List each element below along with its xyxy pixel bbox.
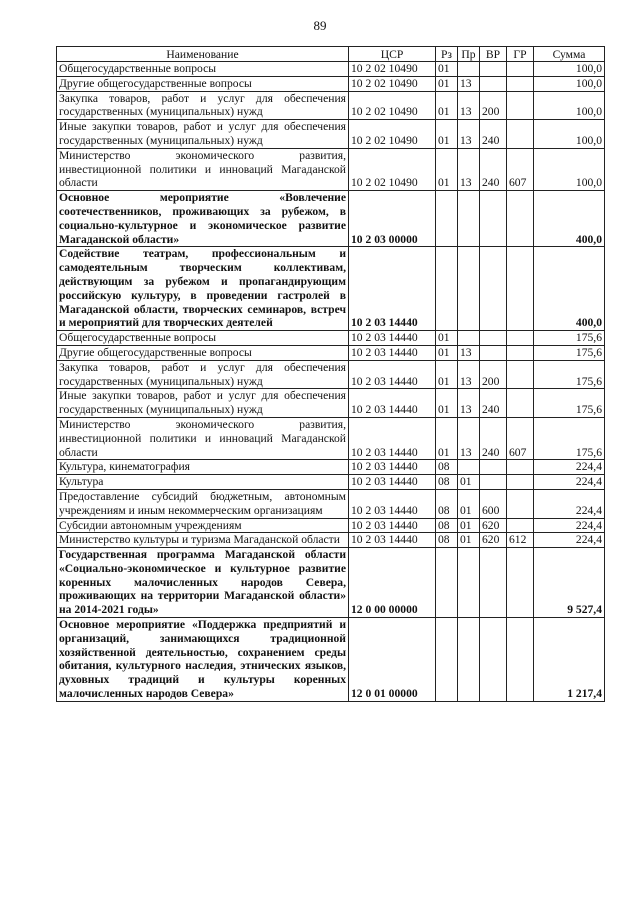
table-row — [57, 417, 605, 459]
cell-gr — [507, 618, 534, 702]
cell-vr: 620 — [480, 533, 507, 548]
table-row — [57, 475, 605, 490]
cell-sum: 224,4 — [534, 489, 605, 518]
cell-name: Субсидии автономным учреждениям — [57, 518, 349, 533]
cell-csr: 10 2 03 00000 — [349, 191, 436, 247]
cell-rz: 01 — [436, 76, 458, 91]
table-row — [57, 389, 605, 418]
cell-pr: 13 — [458, 360, 480, 389]
cell-name: Иные закупки товаров, работ и услуг для обеспечения государственных (муниципальных) нужд — [57, 389, 349, 418]
cell-csr: 12 0 01 00000 — [349, 618, 436, 702]
cell-rz: 08 — [436, 475, 458, 490]
cell-sum: 175,6 — [534, 360, 605, 389]
cell-gr: 607 — [507, 417, 534, 459]
table-row — [57, 62, 605, 77]
cell-pr: 01 — [458, 518, 480, 533]
column-header-vr: ВР — [480, 47, 507, 62]
cell-name: Основное мероприятие «Вовлечение соотечественников, проживающих за рубежом, в социально-культурное и экономическое развитие Магаданской области» — [57, 191, 349, 247]
cell-gr — [507, 489, 534, 518]
cell-vr: 240 — [480, 148, 507, 190]
column-header-name: Наименование — [57, 47, 349, 62]
cell-sum: 100,0 — [534, 91, 605, 120]
cell-sum: 400,0 — [534, 247, 605, 331]
cell-sum: 224,4 — [534, 475, 605, 490]
cell-gr — [507, 120, 534, 149]
cell-gr — [507, 389, 534, 418]
cell-rz: 01 — [436, 389, 458, 418]
cell-vr: 240 — [480, 417, 507, 459]
cell-rz — [436, 191, 458, 247]
cell-pr: 01 — [458, 489, 480, 518]
cell-name: Основное мероприятие «Поддержка предприятий и организаций, занимающихся традиционной хозяйственной деятельностью, сохранением среды обитания, культурного наследия, этнических языков, духовных традиций и культуры коренных малочисленных народов Севера» — [57, 618, 349, 702]
table-row — [57, 331, 605, 346]
table-row — [57, 533, 605, 548]
cell-name: Закупка товаров, работ и услуг для обеспечения государственных (муниципальных) нужд — [57, 91, 349, 120]
cell-vr — [480, 247, 507, 331]
cell-csr: 10 2 03 14440 — [349, 533, 436, 548]
column-header-csr: ЦСР — [349, 47, 436, 62]
table-row — [57, 148, 605, 190]
table-row — [57, 489, 605, 518]
table-row — [57, 76, 605, 91]
cell-csr: 10 2 03 14440 — [349, 417, 436, 459]
cell-rz: 08 — [436, 489, 458, 518]
cell-name: Государственная программа Магаданской области «Социально-экономическое и культурное развитие коренных малочисленных народов Севера, проживающих на территории Магаданской области» на 2014-2021 годы» — [57, 548, 349, 618]
cell-vr: 620 — [480, 518, 507, 533]
cell-name: Общегосударственные вопросы — [57, 331, 349, 346]
cell-csr: 12 0 00 00000 — [349, 548, 436, 618]
table-header-row — [57, 47, 605, 62]
cell-gr — [507, 191, 534, 247]
cell-rz: 01 — [436, 417, 458, 459]
cell-vr — [480, 76, 507, 91]
cell-name: Министерство экономического развития, инвестиционной политики и инноваций Магаданской области — [57, 417, 349, 459]
cell-csr: 10 2 02 10490 — [349, 148, 436, 190]
cell-rz: 01 — [436, 120, 458, 149]
cell-vr: 600 — [480, 489, 507, 518]
cell-rz: 01 — [436, 148, 458, 190]
cell-pr — [458, 62, 480, 77]
cell-name: Закупка товаров, работ и услуг для обеспечения государственных (муниципальных) нужд — [57, 360, 349, 389]
cell-name: Культура — [57, 475, 349, 490]
cell-sum: 9 527,4 — [534, 548, 605, 618]
cell-sum: 175,6 — [534, 389, 605, 418]
cell-pr: 01 — [458, 475, 480, 490]
table-row — [57, 345, 605, 360]
cell-csr: 10 2 03 14440 — [349, 360, 436, 389]
table-row — [57, 247, 605, 331]
cell-pr — [458, 191, 480, 247]
cell-rz: 01 — [436, 62, 458, 77]
cell-rz — [436, 548, 458, 618]
cell-pr: 13 — [458, 389, 480, 418]
cell-sum: 175,6 — [534, 345, 605, 360]
cell-pr — [458, 548, 480, 618]
cell-vr — [480, 191, 507, 247]
cell-gr — [507, 331, 534, 346]
cell-name: Иные закупки товаров, работ и услуг для обеспечения государственных (муниципальных) нужд — [57, 120, 349, 149]
cell-sum: 400,0 — [534, 191, 605, 247]
cell-vr: 200 — [480, 91, 507, 120]
cell-sum: 175,6 — [534, 331, 605, 346]
cell-vr — [480, 548, 507, 618]
cell-sum: 224,4 — [534, 533, 605, 548]
cell-pr: 13 — [458, 345, 480, 360]
cell-pr: 13 — [458, 417, 480, 459]
table-row — [57, 518, 605, 533]
cell-sum: 100,0 — [534, 120, 605, 149]
budget-table — [56, 46, 605, 702]
cell-rz: 08 — [436, 518, 458, 533]
cell-vr: 240 — [480, 389, 507, 418]
cell-csr: 10 2 02 10490 — [349, 91, 436, 120]
cell-gr — [507, 247, 534, 331]
cell-rz: 08 — [436, 460, 458, 475]
cell-csr: 10 2 03 14440 — [349, 460, 436, 475]
table-row — [57, 460, 605, 475]
table-body — [57, 62, 605, 702]
cell-name: Содействие театрам, профессиональным и самодеятельным творческим коллективам, действующим за рубежом и пропагандирующим российскую культуру, в проведении гастролей в Магаданской области, творческих семинаров, встреч и мероприятий для творческих деятелей — [57, 247, 349, 331]
cell-csr: 10 2 03 14440 — [349, 247, 436, 331]
cell-sum: 175,6 — [534, 417, 605, 459]
table-row — [57, 191, 605, 247]
cell-sum: 224,4 — [534, 518, 605, 533]
cell-csr: 10 2 03 14440 — [349, 345, 436, 360]
cell-rz: 08 — [436, 533, 458, 548]
cell-rz: 01 — [436, 331, 458, 346]
cell-sum: 100,0 — [534, 76, 605, 91]
cell-csr: 10 2 03 14440 — [349, 475, 436, 490]
cell-rz — [436, 247, 458, 331]
cell-csr: 10 2 03 14440 — [349, 489, 436, 518]
cell-gr: 612 — [507, 533, 534, 548]
cell-sum: 100,0 — [534, 62, 605, 77]
cell-csr: 10 2 02 10490 — [349, 76, 436, 91]
cell-gr — [507, 360, 534, 389]
cell-sum: 224,4 — [534, 460, 605, 475]
page-number: 89 — [313, 18, 327, 33]
cell-vr — [480, 331, 507, 346]
cell-vr: 200 — [480, 360, 507, 389]
cell-vr — [480, 475, 507, 490]
cell-vr — [480, 62, 507, 77]
cell-rz — [436, 618, 458, 702]
cell-gr — [507, 460, 534, 475]
table-row — [57, 618, 605, 702]
cell-vr — [480, 618, 507, 702]
cell-pr — [458, 460, 480, 475]
cell-pr: 13 — [458, 120, 480, 149]
cell-rz: 01 — [436, 360, 458, 389]
table-row — [57, 91, 605, 120]
cell-gr — [507, 345, 534, 360]
cell-gr: 607 — [507, 148, 534, 190]
cell-pr: 13 — [458, 91, 480, 120]
table-row — [57, 548, 605, 618]
table-row — [57, 360, 605, 389]
cell-vr — [480, 460, 507, 475]
cell-gr — [507, 91, 534, 120]
cell-pr — [458, 618, 480, 702]
cell-sum: 100,0 — [534, 148, 605, 190]
cell-csr: 10 2 03 14440 — [349, 518, 436, 533]
cell-vr — [480, 345, 507, 360]
cell-vr: 240 — [480, 120, 507, 149]
column-header-gr: ГР — [507, 47, 534, 62]
cell-csr: 10 2 02 10490 — [349, 62, 436, 77]
cell-name: Предоставление субсидий бюджетным, автономным учреждениям и иным некоммерческим организациям — [57, 489, 349, 518]
cell-name: Общегосударственные вопросы — [57, 62, 349, 77]
table-row — [57, 120, 605, 149]
cell-pr: 01 — [458, 533, 480, 548]
cell-pr — [458, 331, 480, 346]
cell-csr: 10 2 02 10490 — [349, 120, 436, 149]
cell-pr: 13 — [458, 76, 480, 91]
cell-gr — [507, 76, 534, 91]
cell-pr: 13 — [458, 148, 480, 190]
cell-csr: 10 2 03 14440 — [349, 331, 436, 346]
cell-gr — [507, 548, 534, 618]
cell-gr — [507, 62, 534, 77]
cell-pr — [458, 247, 480, 331]
cell-name: Другие общегосударственные вопросы — [57, 345, 349, 360]
cell-gr — [507, 518, 534, 533]
cell-name: Министерство культуры и туризма Магаданской области — [57, 533, 349, 548]
cell-csr: 10 2 03 14440 — [349, 389, 436, 418]
cell-name: Другие общегосударственные вопросы — [57, 76, 349, 91]
cell-rz: 01 — [436, 91, 458, 120]
cell-rz: 01 — [436, 345, 458, 360]
cell-gr — [507, 475, 534, 490]
column-header-sum: Сумма — [534, 47, 605, 62]
column-header-rz: Рз — [436, 47, 458, 62]
cell-sum: 1 217,4 — [534, 618, 605, 702]
cell-name: Министерство экономического развития, инвестиционной политики и инноваций Магаданской области — [57, 148, 349, 190]
cell-name: Культура, кинематография — [57, 460, 349, 475]
column-header-pr: Пр — [458, 47, 480, 62]
